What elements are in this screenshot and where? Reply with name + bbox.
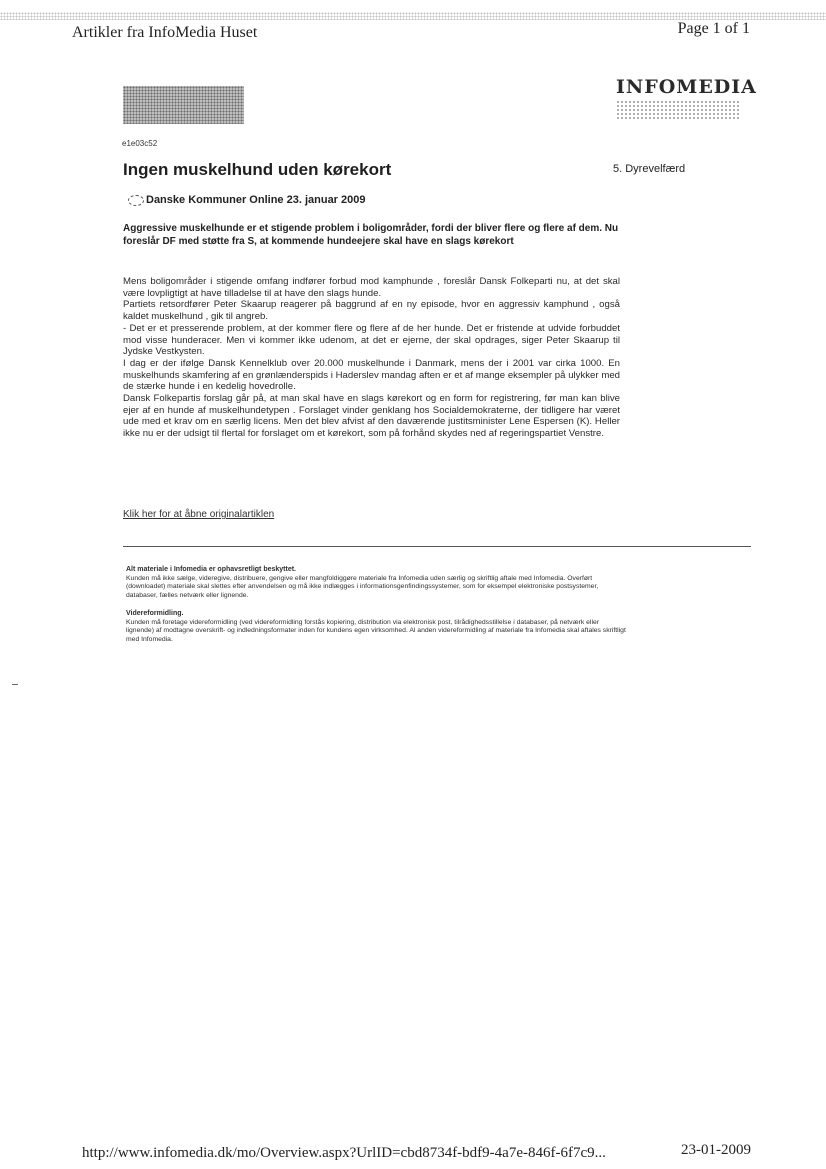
article-paragraph: I dag er der ifølge Dansk Kennelklub over 20.000 muskelhunde i Danmark, mens der i 2001 var cirka 1000. En muskelhunds skamfering af en grønlænderspids i Haderslev mandag aften er et af mange eksempler på ulykker med de stærke hunde i en kedelig hovedrolle. [123, 357, 620, 393]
article-paragraph: Mens boligområder i stigende omfang indfører forbud mod kamphunde , foreslår Dansk Folkeparti nu, at det skal være lovpligtigt at have tilladelse til at have den slags hunde. [123, 276, 620, 299]
article-source-line [128, 194, 366, 206]
document-id: e1e03c52 [122, 139, 158, 148]
article-paragraph: Partiets retsordfører Peter Skaarup reagerer på baggrund af en ny episode, hvor en aggressiv kamphund , også kaldet muskelhund , gik til angreb. [123, 299, 620, 323]
infomedia-logo: INFOMEDIA [616, 76, 757, 98]
article-paragraph: - Det er et presserende problem, at der kommer flere og flere af de her hunde. Det er fristende at udvide forbuddet mod visse hunderacer. Men vi kommer ikke udenom, at det er ejerne, der skal opdrages, siger Peter Skaarup til Jydske Vestkysten. [123, 322, 620, 358]
redistribution-heading: Videreformidling. [126, 609, 184, 617]
article-paragraph: Dansk Folkepartis forslag går på, at man skal have en slags kørekort og en form for registrering, før man kan blive ejer af en hunde af muskelhundetypen . Forslaget vinder genklang hos Socialdemokraterne, der tidligere har været ude med et krav om en særlig licens. Men det blev afvist af den daværende justitsminister Lene Espersen (K). Heller ikke nu er der udsigt til flertal for forslaget om et kørekort, som på forhånd skydes ned af regeringspartiet Venstre. [123, 393, 620, 440]
article-body [123, 276, 620, 440]
copyright-text: Kunden må ikke sælge, videregive, distribuere, gengive eller mangfoldiggøre materiale fra Infomedia uden særlig og skriftlig aftale med Infomedia. Overført (downloadet) materiale skal slettes efter anvendelsen og må ikke indlægges i informationsgenfindingssystemer, som for eksempel elektroniske postsystemer, databaser, fælles netværk eller lignende. [126, 574, 599, 600]
copyright-heading: Alt materiale i Infomedia er ophavsretligt beskyttet. [126, 566, 296, 573]
footer-date: 23-01-2009 [681, 1142, 751, 1158]
publication-logo-image [123, 86, 244, 124]
source-logo-icon [128, 195, 144, 206]
article-section: 5. Dyrevelfærd [613, 163, 686, 175]
copyright-notice [126, 566, 626, 654]
scan-dot-strip [0, 12, 826, 20]
source-name: Danske Kommuner Online [146, 194, 284, 206]
divider [123, 546, 751, 547]
article-lead: Aggressive muskelhunde er et stigende problem i boligområder, fordi der bliver flere og flere af dem. Nu foreslår DF med støtte fra S, at kommende hundeejere skal have en slags kørekort [123, 223, 619, 247]
logo-dot-pattern [616, 100, 740, 120]
publish-date: 23. januar 2009 [286, 194, 366, 206]
print-header-title: Artikler fra InfoMedia Huset [72, 24, 258, 41]
print-header-page-number: Page 1 of 1 [677, 20, 750, 37]
article-headline: Ingen muskelhund uden kørekort [123, 160, 392, 179]
redistribution-text: Kunden må foretage videreformidling (ved videreformidling forstås kopiering, distribution via elektronisk post, tilrådighedsstillelse i databaser, på netværk eller lignende) af modtagne overskrift- og indledningsformater inden for kundens egen virksomhed. Al anden videreformidling af materiale fra Infomedia skal aftales skriftligt med Infomedia. [126, 618, 626, 643]
open-original-article-link[interactable]: Klik her for at åbne originalartiklen [123, 509, 275, 520]
footer-url: http://www.infomedia.dk/mo/Overview.aspx?UrlID=cbd8734f-bdf9-4a7e-846f-6f7c9... [82, 1145, 606, 1161]
scan-mark [12, 684, 18, 685]
